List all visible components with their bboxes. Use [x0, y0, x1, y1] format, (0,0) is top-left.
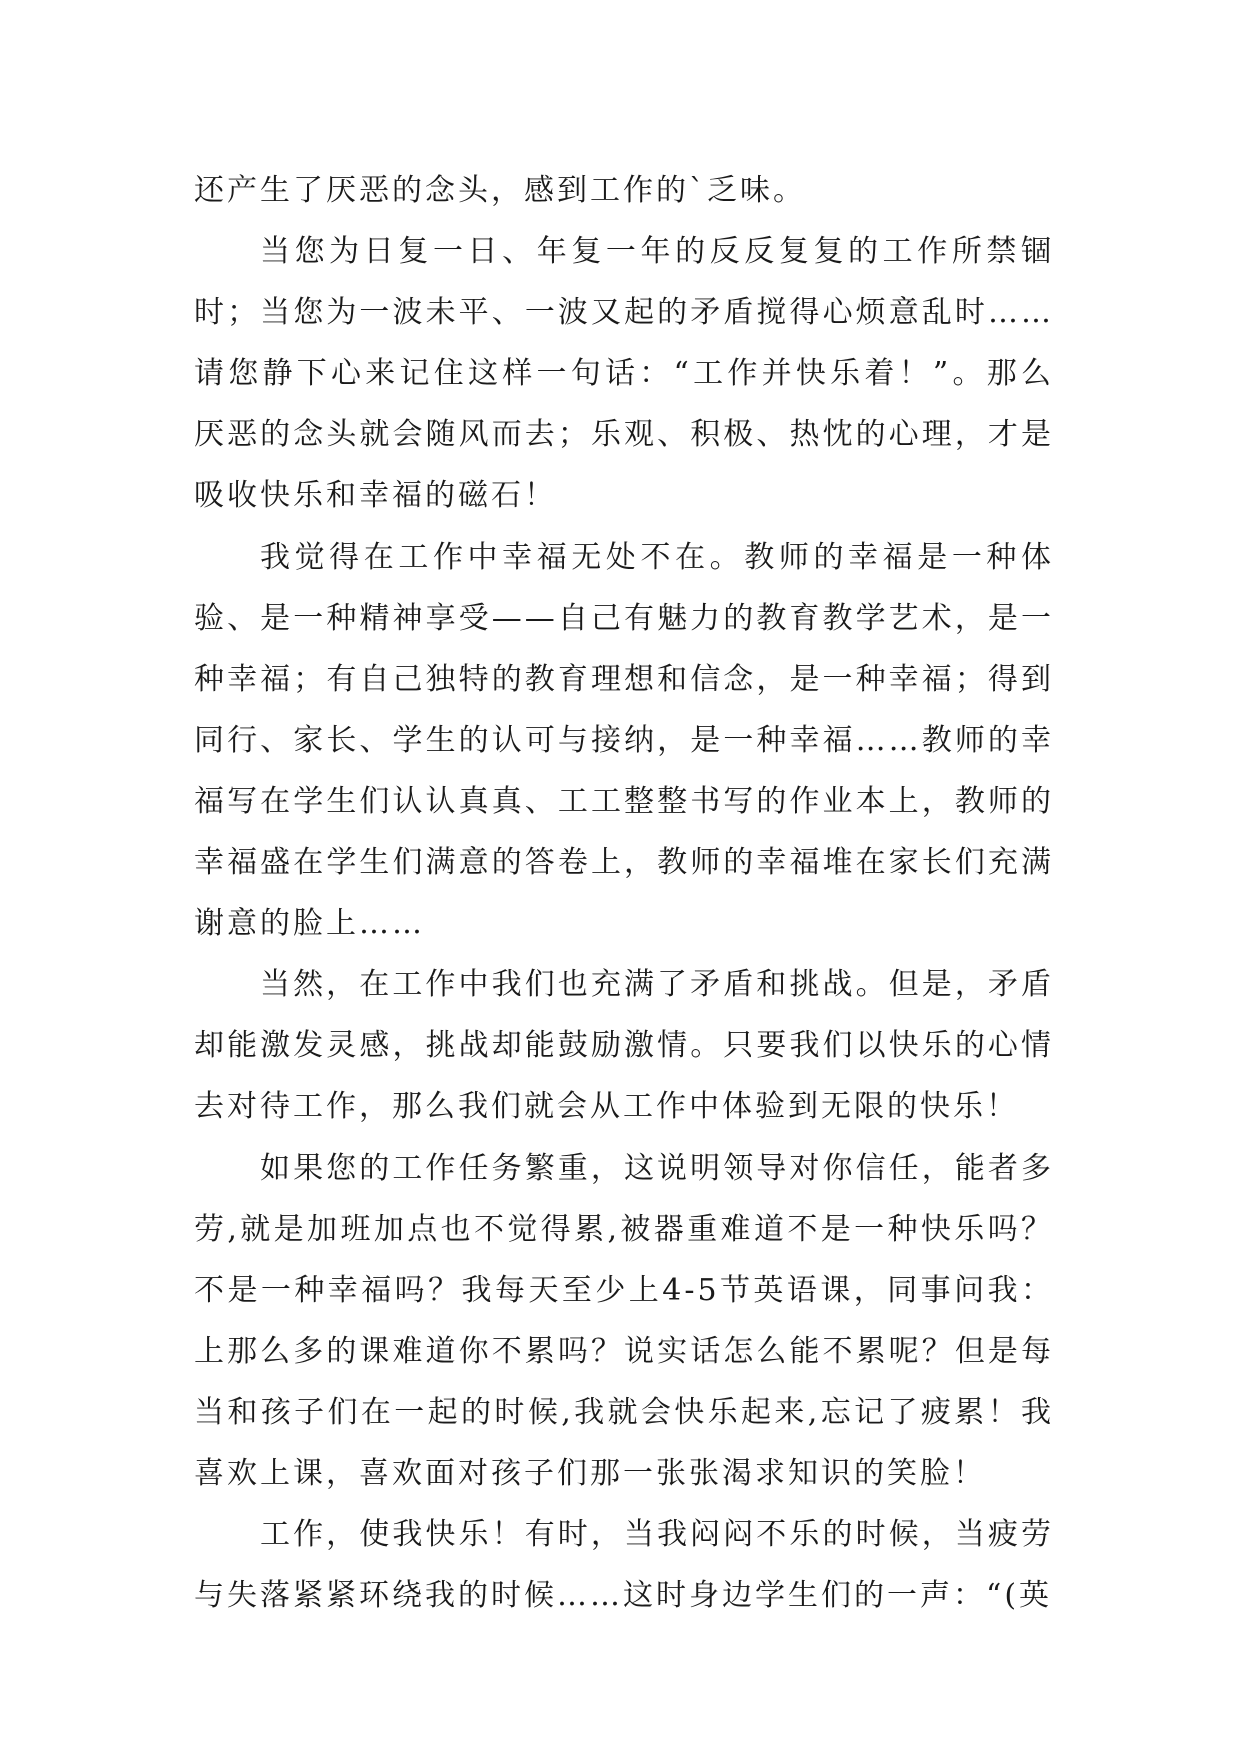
paragraph-6: 工作，使我快乐！有时，当我闷闷不乐的时候，当疲劳与失落紧紧环绕我的时候……这时身边学生们的一声：“(英	[194, 1517, 1054, 1614]
document-body	[194, 160, 1054, 1626]
paragraph-4: 当然，在工作中我们也充满了矛盾和挑战。但是，矛盾却能激发灵感，挑战却能鼓励激情。只要我们以快乐的心情去对待工作，那么我们就会从工作中体验到无限的快乐！	[194, 967, 1054, 1125]
paragraph-3: 我觉得在工作中幸福无处不在。教师的幸福是一种体验、是一种精神享受——自己有魅力的教育教学艺术，是一种幸福；有自己独特的教育理想和信念，是一种幸福；得到同行、家长、学生的认可与接纳，是一种幸福……教师的幸福写在学生们认认真真、工工整整书写的作业本上，教师的幸福盛在学生们满意的答卷上，教师的幸福堆在家长们充满谢意的脸上……	[194, 539, 1054, 942]
paragraph-5: 如果您的工作任务繁重，这说明领导对你信任，能者多劳,就是加班加点也不觉得累,被器重难道不是一种快乐吗？不是一种幸福吗？我每天至少上4-5节英语课，同事问我：上那么多的课难道你不累吗？说实话怎么能不累呢？但是每当和孩子们在一起的时候,我就会快乐起来,忘记了疲累！我喜欢上课，喜欢面对孩子们那一张张渴求知识的笑脸！	[194, 1150, 1054, 1491]
paragraph-1: 还产生了厌恶的念头，感到工作的`乏味。	[194, 173, 806, 208]
paragraph-2: 当您为日复一日、年复一年的反反复复的工作所禁锢时；当您为一波未平、一波又起的矛盾搅得心烦意乱时……请您静下心来记住这样一句话：“工作并快乐着！”。那么厌恶的念头就会随风而去；乐观、积极、热忱的心理，才是吸收快乐和幸福的磁石！	[194, 234, 1054, 514]
